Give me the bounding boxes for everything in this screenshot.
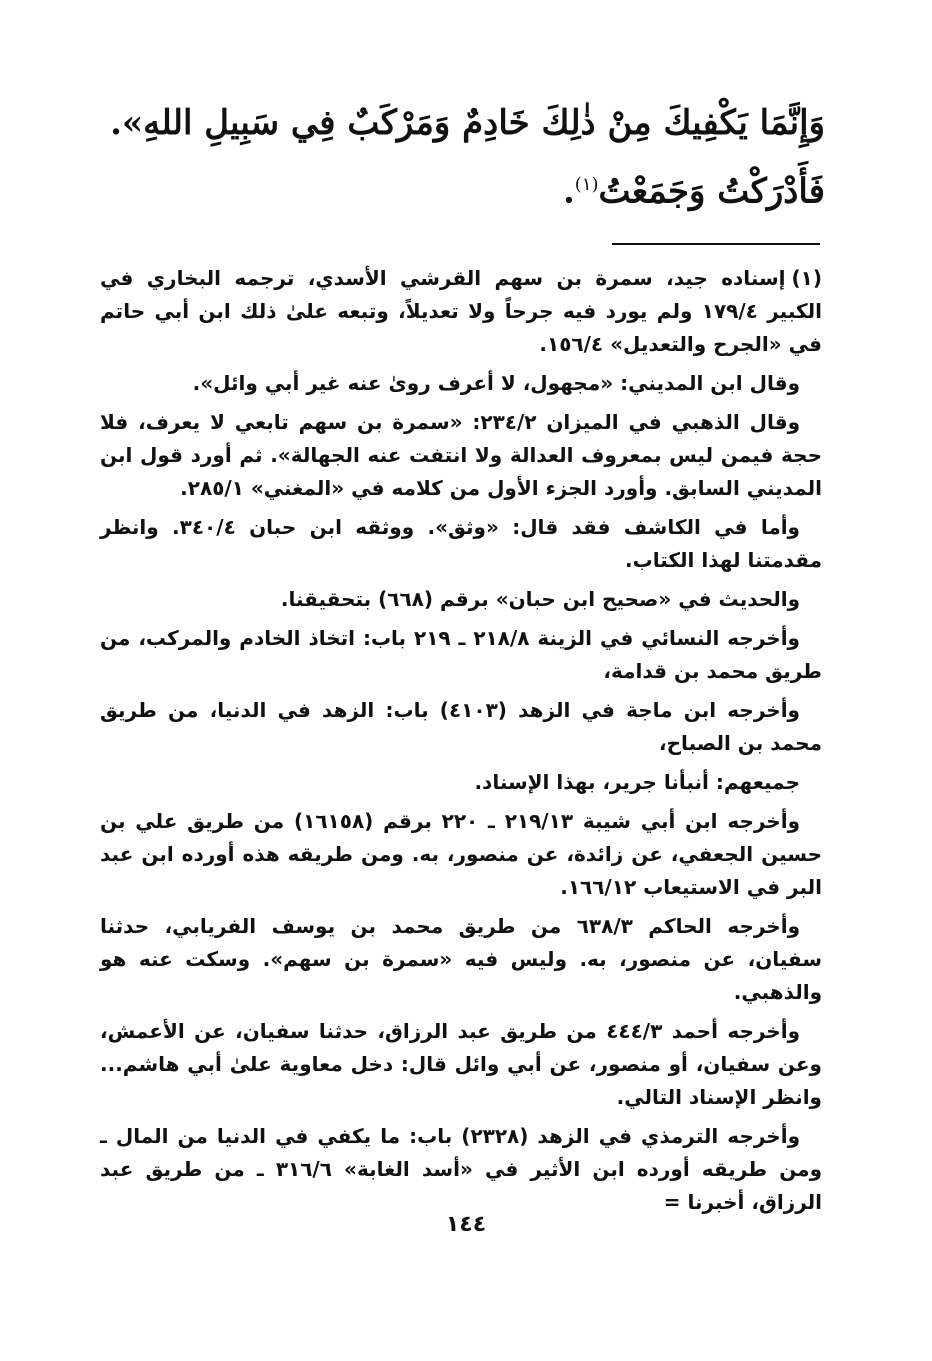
footnote-paragraph: وقال الذهبي في الميزان ٢٣٤/٢: «سمرة بن سهم تابعي لا يعرف، فلا حجة فيمن ليس بمعروف العدالة ولا انتفت عنه الجهالة». ثم أورد قول ابن المديني السابق. وأورد الجزء الأول من كلامه في «المغني» ٢٨٥/١. [100, 410, 822, 500]
main-text-end: . [562, 171, 575, 212]
footnote-paragraph: وأخرجه ابن ماجة في الزهد (٤١٠٣) باب: الزهد في الدنيا، من طريق محمد بن الصباح، [100, 698, 822, 755]
footnote-marker: (١) [791, 266, 822, 290]
footnote-paragraph: وأخرجه ابن أبي شيبة ٢١٩/١٣ ـ ٢٢٠ برقم (١٦١٥٨) من طريق علي بن حسين الجعفي، عن زائدة، عن منصور، به. ومن طريقه هذه أورده ابن عبد البر في الاستيعاب ١٦٦/١٢. [100, 809, 822, 899]
footnote-paragraph: جميعهم: أنبأنا جرير، بهذا الإسناد. [474, 770, 800, 794]
footnote-separator [612, 243, 820, 245]
main-text-block [95, 92, 825, 222]
footnote-paragraph [100, 262, 822, 361]
footnote-paragraph: وأخرجه الحاكم ٦٣٨/٣ من طريق محمد بن يوسف الفريابي، حدثنا سفيان، عن منصور، به. وليس فيه «سمرة بن سهم». وسكت عنه هو والذهبي. [100, 914, 822, 1004]
page-number: ١٤٤ [445, 1212, 487, 1237]
footnote-paragraph: وقال ابن المديني: «مجهول، لا أعرف روىٰ عنه غير أبي وائل». [192, 371, 800, 395]
footnote-paragraph: والحديث في «صحيح ابن حبان» برقم (٦٦٨) بتحقيقنا. [280, 587, 800, 611]
footnote-paragraph: وأخرجه الترمذي في الزهد (٢٣٢٨) باب: ما يكفي في الدنيا من المال ـ ومن طريقه أورده ابن الأثير في «أسد الغابة» ٣١٦/٦ ـ من طريق عبد الرزاق، أخبرنا = [100, 1124, 823, 1214]
main-text: وَإِنَّمَا يَكْفِيكَ مِنْ ذٰلِكَ خَادِمٌ وَمَرْكَبٌ فِي سَبِيلِ اللهِ». فَأَدْرَكْتُ وَجَمَعْتُ [110, 103, 825, 212]
footnote-paragraph: وأخرجه النسائي في الزينة ٢١٨/٨ ـ ٢١٩ باب: اتخاذ الخادم والمركب، من طريق محمد بن قدامة، [100, 626, 822, 683]
footnotes-section [100, 262, 822, 1225]
footnote-paragraph-text: إسناده جيد، سمرة بن سهم القرشي الأسدي، ترجمه البخاري في الكبير ١٧٩/٤ ولم يورد فيه جرحاً ولا تعديلاً، وتبعه علىٰ ذلك ابن أبي حاتم في «الجرح والتعديل» ١٥٦/٤. [100, 266, 822, 356]
footnote-reference: (١) [574, 174, 599, 195]
footnote-paragraph: وأما في الكاشف فقد قال: «وثق». ووثقه ابن حبان ٣٤٠/٤. وانظر مقدمتنا لهذا الكتاب. [100, 515, 822, 572]
footnote-paragraph: وأخرجه أحمد ٤٤٤/٣ من طريق عبد الرزاق، حدثنا سفيان، عن الأعمش، وعن سفيان، أو منصور، عن أبي وائل قال: دخل معاوية علىٰ أبي هاشم... وانظر الإسناد التالي. [100, 1019, 822, 1109]
